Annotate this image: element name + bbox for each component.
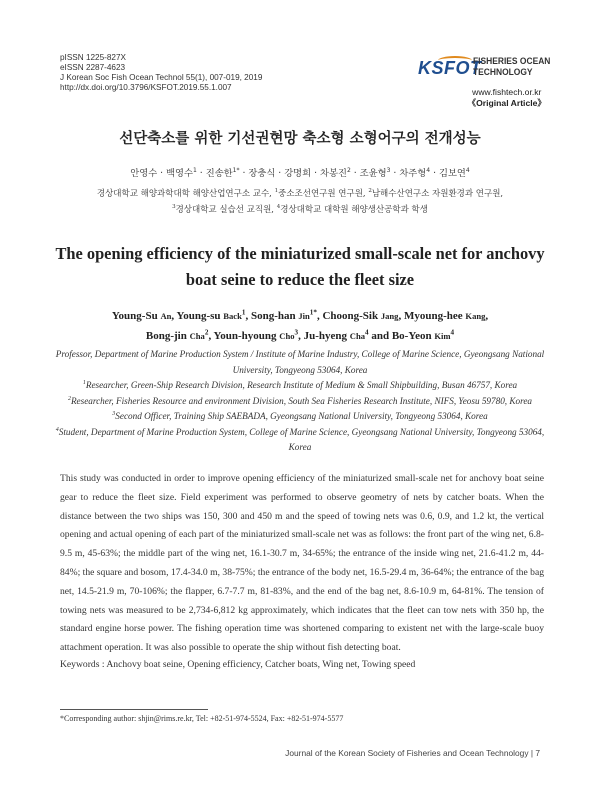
abstract: This study was conducted in order to improve opening efficiency of the miniaturized small-scale net for anchovy boat seine gear to reduce the fleet size. Field experiment was performed to observe geometry of nets by catcher boats. When the distance between the two ships was 150, 300 and 450 m and the speed of towing nets was 0.6, 0.9, and 1.2 kt, the vertical opening and actual opening of each part of the miniaturized small-scale net was as follows: the front part of the wing net, 6.8-9.5 m, 45-63%; the middle part of the wing net, 16.1-30.7 m, 34-65%; the entrance of the inside wing net, 21.6-41.2 m, 44-84%; the square and bosom, 17.4-34.0 m, 38-75%; the entrance of the body net, 16.5-29.4 m, 36-64%; the entrance of the bag net, 14.5-21.9 m, 70-106%; the flapper, 6.7-7.7 m, 81-83%, and the end of the bag net, 8.6-10.9 m, 64-81%. The tension of towing nets was measured to be 2,734-6,812 kg approximately, which indicates that the fleet can tow nets with 350 hp, the standard engine horse power. The fishing operation time was shortened comparing to existent net with the large-scale buoy attachment operation. It was also possible to operate the ship without fish detecting boat. xyxy=(60,473,544,654)
eissn: eISSN 2287-4623 xyxy=(60,63,126,72)
korean-affiliations: 경상대학교 해양과학대학 해양산업연구소 교수, $^1$중소조선연구원 연구원, $^2$남해수산연구소 자원환경과 연구원, $^3$경상대학교 실습선 교직원, $^4$경상대학교 대학원 해양생산공학과 학생 xyxy=(96,188,504,215)
citation: J Korean Soc Fish Ocean Technol 55(1), 007-019, 2019 xyxy=(60,73,263,82)
website-link[interactable]: www.fishtech.or.kr xyxy=(472,87,542,97)
affiliation-2: $^2$Researcher, Fisheries Resource and environment Division, South Sea Fisheries Research Institute, NIFS, Yeosu 59780, Korea xyxy=(67,395,533,406)
affiliation-4: $^4$Student, Department of Marine Production System, College of Marine Science, Gyeongsang National University, Tongyeong 53064, Korea xyxy=(55,426,545,452)
logo-text: FISHERIES OCEAN TECHNOLOGY xyxy=(473,56,551,78)
journal-logo xyxy=(418,54,551,84)
english-authors xyxy=(40,306,560,346)
english-title: The opening efficiency of the miniaturized small-scale net for anchovy boat seine to reduce the fleet size xyxy=(55,244,545,289)
affiliation-1: $^1$Researcher, Green-Ship Research Division, Research Institute of Medium & Small Shipbuilding, Busan 46757, Korea xyxy=(82,379,518,390)
korean-authors: 안영수 · 백영수$^1$ · 진송한$^{1*}$ · 장충식 · 강명희 · 차봉진$^2$ · 조윤형$^3$ · 차주형$^4$ · 김보연$^4$ xyxy=(130,166,470,179)
journal-header xyxy=(60,53,262,93)
corresponding-author-footnote: *Corresponding author: shjin@rims.re.kr, Tel: +82-51-974-5524, Fax: +82-51-974-5577 xyxy=(60,714,344,723)
pissn: pISSN 1225-827X xyxy=(60,53,126,62)
authors-line-1: Young-Su An, Young-su Back$^1$, Song-han Jin$^{1*}$, Choong-Sik Jang, Myoung-hee Kang, xyxy=(111,308,489,322)
authors-line-2: Bong-jin Cha$^2$, Youn-hyoung Cho$^3$, Ju-hyeng Cha$^4$ and Bo-Yeon Kim$^4$ xyxy=(145,328,455,342)
article-type: 《Original Article》 xyxy=(467,97,546,108)
logo-abbrev: KSFOT xyxy=(418,58,482,78)
page-footer: Journal of the Korean Society of Fisheries and Ocean Technology | 7 xyxy=(285,748,540,758)
affiliation-3: $^3$Second Officer, Training Ship SAEBADA, Gyeongsang National University, Tongyeong 53064, Korea xyxy=(112,410,488,421)
korean-title: 선단축소를 위한 기선권현망 축소형 소형어구의 전개성능 xyxy=(119,131,481,147)
journal-website-block xyxy=(468,87,546,108)
english-affiliations xyxy=(50,347,550,456)
affiliation-main: Professor, Department of Marine Production System / Institute of Marine Industry, College of Marine Science, Gyeongsang National University, Tongyeong 53064, Korea xyxy=(55,349,545,375)
footnote-divider xyxy=(60,709,208,710)
keywords: Keywords : Anchovy boat seine, Opening efficiency, Catcher boats, Wing net, Towing speed xyxy=(60,659,416,670)
doi-link[interactable]: http://dx.doi.org/10.3796/KSFOT.2019.55.1.007 xyxy=(60,83,232,92)
